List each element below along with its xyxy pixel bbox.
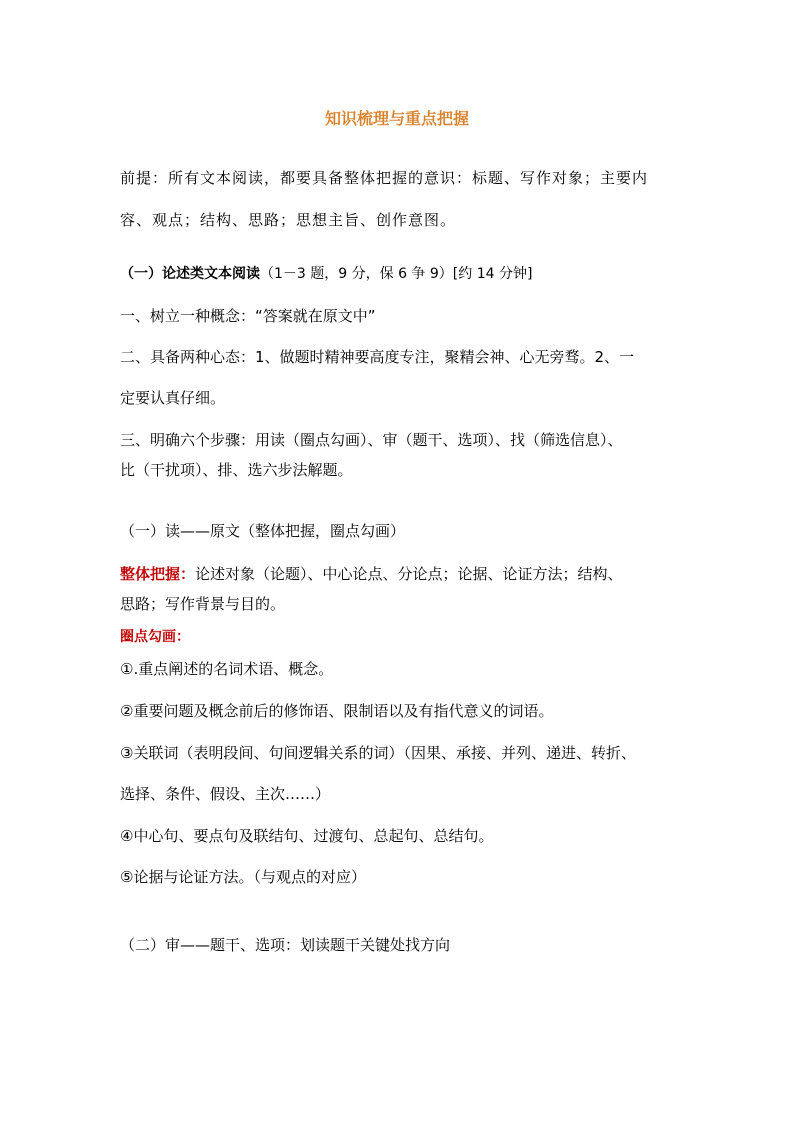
marking-point-3-line-1: ③关联词（表明段间、句间逻辑关系的词）（因果、承接、并列、递进、转折、 (120, 744, 636, 762)
section-heading (120, 264, 532, 284)
section-heading-bold: （一）论述类文本阅读 (120, 266, 260, 282)
overall-grasp-label: 整体把握： (120, 565, 196, 583)
overall-grasp-text: 论述对象（论题）、中心论点、分论点；论据、论证方法；结构、 (195, 565, 623, 583)
premise-line-2: 容、观点；结构、思路；思想主旨、创作意图。 (120, 211, 457, 229)
item-two-line-2: 定要认真仔细。 (120, 389, 226, 407)
premise-line-1: 前提：所有文本阅读，都要具备整体把握的意识：标题、写作对象；主要内 (120, 169, 649, 187)
subsection-read-heading: （一）读——原文（整体把握，圈点勾画） (120, 522, 406, 540)
overall-grasp-line-2: 思路；写作背景与目的。 (120, 595, 286, 613)
item-three-line-1: 三、明确六个步骤：用读（圈点勾画）、审（题干、选项）、找（筛选信息）、 (120, 431, 623, 449)
item-three-line-2: 比（干扰项）、排、选六步法解题。 (120, 461, 353, 479)
marking-point-4: ④中心句、要点句及联结句、过渡句、总起句、总结句。 (120, 827, 494, 845)
item-two-line-1: 二、具备两种心态：1、做题时精神要高度专注，聚精会神、心无旁骛。2、一 (120, 348, 635, 366)
marking-point-5: ⑤论据与论证方法。（与观点的对应） (120, 868, 366, 886)
marking-point-1: ①.重点阐述的名词术语、概念。 (120, 660, 334, 678)
marking-label: 圈点勾画： (120, 629, 190, 645)
section-heading-detail: （1－3 题，9 分，保 6 争 9）[约 14 分钟] (260, 266, 533, 282)
item-one: 一、树立一种概念：“答案就在原文中” (120, 307, 376, 325)
page-title: 知识梳理与重点把握 (324, 109, 469, 128)
marking-point-2: ②重要问题及概念前后的修饰语、限制语以及有指代意义的词语。 (120, 702, 554, 720)
overall-grasp (120, 564, 623, 584)
marking-point-3-line-2: 选择、条件、假设、主次……） (120, 785, 331, 803)
subsection-review-heading: （二）审——题干、选项：划读题干关键处找方向 (120, 936, 451, 954)
